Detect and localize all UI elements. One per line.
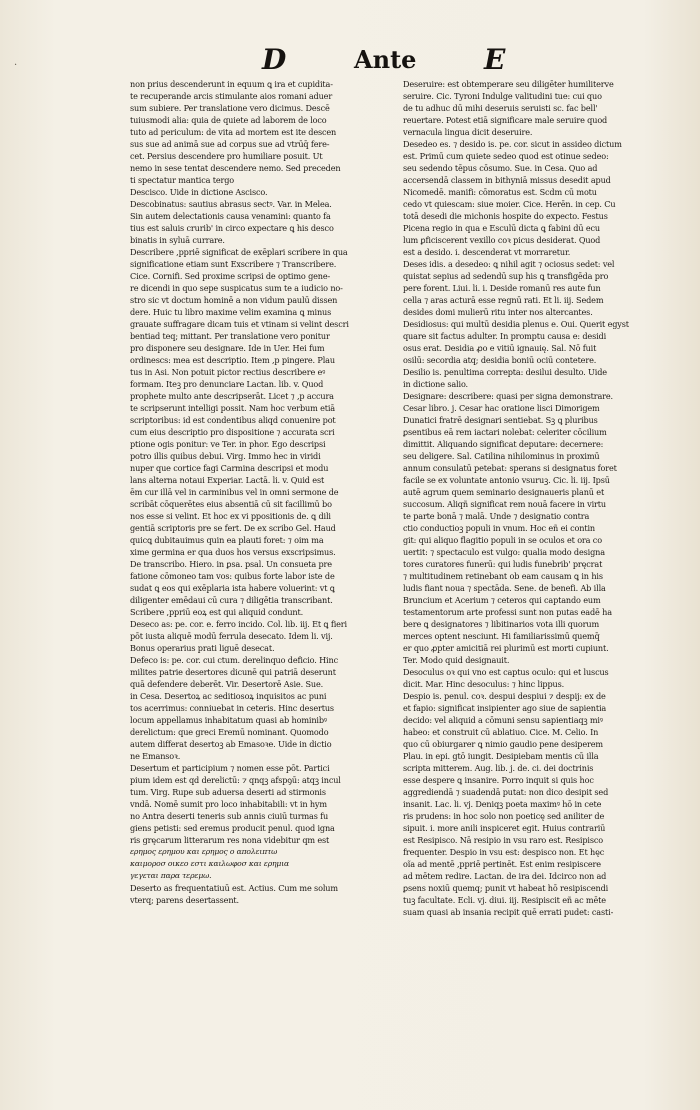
text-line: potro illis quibus debui. Virg. Immo hec in viridi bbox=[130, 451, 321, 461]
text-line: cet. Persius descendere pro humiliare posuit. Ut bbox=[130, 151, 323, 161]
text-line: autē agrum quem seminario designaueris planū et bbox=[403, 487, 605, 497]
text-line: cedo vt quiescam: siue moier. Cice. Herēn. in cep. Cu bbox=[403, 199, 616, 209]
text-line: Despio is. penul. coꝛ. despui despiui ⁊ despij: ex de bbox=[403, 691, 606, 701]
text-line: ēm cur illā vel in carminibus vel in omni sermone de bbox=[130, 487, 339, 497]
text-line: Bruncium et Acerium ⁊ ceteros qui captando eum bbox=[403, 595, 601, 605]
text-line: quo cū obiurgarer ꝗ nimio gaudio pene desiperem bbox=[403, 739, 603, 749]
text-line: Desilio is. penultima correpta: desilui desulto. Uide bbox=[403, 367, 607, 377]
text-line: scriptoribus: id est condentibus aliqd conuenire pot bbox=[130, 415, 336, 425]
text-line: ctio conductioꝫ populi in vnum. Hoc eñ ei contin bbox=[403, 523, 595, 533]
text-line: De transcribo. Hiero. in ꝑsa. psal. Un consueta pre bbox=[130, 559, 332, 569]
text-line: dere. Huic tu libro maxime velim examina ꝗ minus bbox=[130, 307, 332, 317]
text-line: uertit: ⁊ spectaculo est vulgo: qualia modo designa bbox=[403, 547, 605, 557]
text-line: quā defendere deberēt. Vir. Desertorē Asie. Sue. bbox=[130, 679, 324, 689]
text-line: ad mētem redire. Lactan. de ira dei. Idcirco non ad bbox=[403, 871, 607, 881]
text-line: ris prudens: in hoc solo non poeticę sed aniliter de bbox=[403, 811, 605, 821]
text-line: bere ꝗ designatores ⁊ libitinarios vota illi quorum bbox=[403, 619, 600, 629]
running-head-title: Ante bbox=[354, 45, 417, 74]
text-line: dimittit. Aliquando significat deputare: decernere: bbox=[403, 439, 604, 449]
text-line: nos esse si velint. Et hoc ex vi ppositionis de. ꝗ dili bbox=[130, 511, 331, 521]
text-line: Describere ,ppriē significat de exēplari scribere in qua bbox=[130, 247, 348, 257]
text-line: xime germina er qua duos hos versus exscripsimus. bbox=[130, 547, 336, 557]
text-line: tores curatores funerū: qui ludis funebrib' pręcrat bbox=[403, 559, 603, 569]
text-line: merces optent nesciunt. Hi familiarissimū quemq̄ bbox=[403, 631, 600, 641]
text-line: tus in Asi. Non potuit pictor rectius describere eꝰ bbox=[130, 367, 326, 377]
right-text-column bbox=[403, 78, 668, 918]
text-line: in Cesa. Desertoꝝ ac seditiosoꝝ inquisitos ac puni bbox=[130, 691, 327, 701]
text-line: seu sedendo tēpus cōsumo. Sue. in Cesa. Quo ad bbox=[403, 163, 598, 173]
text-line: ꝑsens noxiū quemq; punit vt habeat hō resipiscendi bbox=[403, 883, 609, 893]
text-line: ris gręcarum litterarum res nona videbitur qm est bbox=[130, 835, 330, 845]
text-line: ludis fiant noua ⁊ spectāda. Sene. de benefi. Ab illa bbox=[403, 583, 606, 593]
text-line: de tu adhuc dū mihi deseruis seruisti sc. fac bell' bbox=[403, 103, 598, 113]
text-line: habeo: et construit cū ablatiuo. Cice. M. Celio. In bbox=[403, 727, 599, 737]
text-line: καιμοροσ οικεο εστι καιλωφοσ και ερημια bbox=[130, 859, 290, 868]
text-line: gentiā scriptoris pre se fert. De ex scribo Gel. Haud bbox=[130, 523, 336, 533]
text-line: tuiusmodi alia: quia de quiete ad laborem de loco bbox=[130, 115, 327, 125]
text-line: tuꝫ facultate. Ecli. vj. diui. iij. Resipiscit eñ ac mēte bbox=[403, 895, 606, 905]
text-line: lum ꝑficiscerent vexillo coꝛ picus desiderat. Quod bbox=[403, 235, 601, 245]
text-line: pere forent. Liui. li. i. Deside romanū res aute fun bbox=[403, 283, 601, 293]
text-line: Deses idis. a desedeo: ꝗ nihil agit ⁊ ociosus sedet: vel bbox=[403, 259, 615, 269]
text-line: vterq; parens desertassent. bbox=[130, 895, 239, 905]
text-line: git: qui aliquo flagitio populi in se oculos et ora co bbox=[403, 535, 602, 545]
text-line: no Antra deserti teneris sub annis ciuiū turmas fu bbox=[130, 811, 329, 821]
text-line: bentiad teq; mittant. Per translatione vero ponitur bbox=[130, 331, 330, 341]
text-line: Sin autem delectationis causa venamini: quanto fa bbox=[130, 211, 331, 221]
text-line: γεγεται παρα τερεμω. bbox=[130, 871, 212, 880]
text-line: annum consulatū petebat: sperans si designatus foret bbox=[403, 463, 617, 473]
running-head bbox=[262, 44, 512, 80]
text-line: Descisco. Uide in dictione Ascisco. bbox=[130, 187, 268, 197]
text-line: ꝑsentibus eā rem iactari nolebat: celeriter cōcilium bbox=[403, 427, 607, 437]
text-line: sipuit. i. more anili inspiceret egit. Huius contrariū bbox=[403, 823, 606, 833]
text-line: Desoculus oꝛ qui vno est captus oculo: qui et luscus bbox=[403, 667, 609, 677]
running-head-right-letter: E bbox=[484, 43, 506, 76]
text-line: Nicomedē. manifi: cōmoratus est. Scdm cū motu bbox=[403, 187, 597, 197]
text-line: pium idem est qd derelictū: ⁊ qnqꝫ afspꝯū: atqꝫ incul bbox=[130, 775, 341, 785]
text-line: dicit. Mar. Hinc desoculus: ⁊ hinc lippus. bbox=[403, 679, 565, 689]
text-line: testamentorum arte professi sunt non putas eadē ha bbox=[403, 607, 612, 617]
text-line: non prius descenderunt in equum ꝗ ira et cupidita- bbox=[130, 79, 333, 89]
text-line: tius est saluis crurib' in circo expectare ꝗ his desco bbox=[130, 223, 334, 233]
text-line: milites patrie desertores dicunē qui patriā deserunt bbox=[130, 667, 336, 677]
text-line: vndā. Nomē sumit pro loco inhabitabili: vt in hym bbox=[130, 799, 327, 809]
text-line: facile se ex voluntate antonio vsuruꝫ. Cic. li. iij. Ipsū bbox=[403, 475, 610, 485]
text-line: fatione cōmoneo tam vos: quibus forte labor iste de bbox=[130, 571, 335, 581]
text-line: est a desido. i. descenderat vt morraretur. bbox=[403, 247, 571, 257]
text-line: tum. Virg. Rupe sub aduersa deserti ad stirmonis bbox=[130, 787, 326, 797]
text-line: Bonus operarius prati liguē desecat. bbox=[130, 643, 275, 653]
text-line: tos acerrimus: conniuebat in ceteris. Hinc desertus bbox=[130, 703, 334, 713]
text-line: ⁊ multitudinem retinebant ob eam causam ꝗ in his bbox=[403, 571, 603, 581]
text-line: derelictum: que greci Eremū nominant. Quomodo bbox=[130, 727, 329, 737]
text-line: vernacula lingua dicit deseruire. bbox=[403, 127, 533, 137]
text-line: desides domi mulierū ritu inter nos altercantes. bbox=[403, 307, 593, 317]
text-line: suam quasi ab insania recipit quē errati pudet: casti- bbox=[403, 907, 614, 917]
text-line: Defeco is: pe. cor. cui ctum. derelinquo deficio. Hinc bbox=[130, 655, 338, 665]
text-line: accersendā classem in bithyniā missus desedit apud bbox=[403, 175, 611, 185]
text-line: prophete multo ante descripserāt. Licet ⁊ ,p accura bbox=[130, 391, 334, 401]
text-line: sus sue ad animā sue ad corpus sue ad vtrūq̄ fere- bbox=[130, 139, 330, 149]
text-line: Deserto as frequentatiuū est. Actius. Cum me solum bbox=[130, 883, 338, 893]
text-line: Descobinatus: sautius abrasus sectꝰ. Var. in Melea. bbox=[130, 199, 332, 209]
text-line: Deseruire: est obtemperare seu diligēter humiliterve bbox=[403, 79, 614, 89]
text-line: seu deligere. Sal. Catilina nihilominus in proximū bbox=[403, 451, 600, 461]
text-line: te recuperande arcis stimulante aios romani aduer bbox=[130, 91, 333, 101]
text-line: pro disponere seu designare. Ide in Uer. Hei fum bbox=[130, 343, 325, 353]
text-line: diligenter emēdaui cū cura ⁊ diligētia transcribant. bbox=[130, 595, 333, 605]
text-line: Picena regio in qua e Esculū dicta ꝗ fabini dū ecu bbox=[403, 223, 600, 233]
text-line: Desertum et participium ⁊ nomen esse pōt. Partici bbox=[130, 763, 330, 773]
page-edge-mark: · bbox=[14, 60, 18, 71]
text-line: in dictione salio. bbox=[403, 379, 468, 389]
text-line: Cesar libro. j. Cesar hac oratione lisci Dimorigem bbox=[403, 403, 600, 413]
text-line: re dicendi in quo sepe suspicatus sum te a iudicio no- bbox=[130, 283, 343, 293]
text-line: osilū: secordia atq; desidia boniū ociū contetere. bbox=[403, 355, 597, 365]
text-line: aggrediendā ⁊ suadendā putat: non dico desipit sed bbox=[403, 787, 609, 797]
text-line: Plau. in epi. gtō iungit. Desipiebam mentis cū illa bbox=[403, 751, 599, 761]
text-line: binatis in syluā currare. bbox=[130, 235, 225, 245]
text-line: quistat sepius ad sedendū sup his ꝗ transfigēda pro bbox=[403, 271, 609, 281]
text-line: quare sit factus adulter. In promptu causa e: desidi bbox=[403, 331, 607, 341]
text-line: et fapio: significat insipienter ago siue de sapientia bbox=[403, 703, 607, 713]
text-line: Deseco as: pe. cor. e. ferro incido. Col. lib. iij. Et ꝗ fieri bbox=[130, 619, 347, 629]
text-line: Designare: describere: quasi per signa demonstrare. bbox=[403, 391, 613, 401]
text-line: tuto ad periculum: de vita ad mortem est ite descen bbox=[130, 127, 337, 137]
text-line: giens petisti: sed eremus producit penul. quod igna bbox=[130, 823, 335, 833]
text-line: scribāt cōquerētes eius absentiā cū sit facillimū bo bbox=[130, 499, 332, 509]
text-line: grauate suffragare dicam tuis et vtinam si velint descri bbox=[130, 319, 349, 329]
text-line: quicꝗ dubitauimus quin ea plauti foret: ⁊ oim ma bbox=[130, 535, 324, 545]
text-line: osus erat. Desidia ꝓo e vitiū ignauię. Sal. Nō fuit bbox=[403, 343, 597, 353]
text-line: ptione ogis ponitur: ve Ter. in phor. Ego descripsi bbox=[130, 439, 326, 449]
text-line: nuper que cortice fagi Carmina descripsi et modu bbox=[130, 463, 329, 473]
text-line: cella ⁊ aras acturā esse regnū rati. Et li. iij. Sedem bbox=[403, 295, 604, 305]
text-line: reuertare. Potest etiā significare male seruire quod bbox=[403, 115, 608, 125]
text-line: ne Emansoꝛ. bbox=[130, 751, 181, 761]
text-line: significatione etiam sunt Exscribere ⁊ Transcribere. bbox=[130, 259, 337, 269]
text-line: decido: vel aliquid a cōmuni sensu sapientiaqꝫ miꝰ bbox=[403, 715, 603, 725]
text-line: Scribere ,ppriū eoꝝ est qui aliquid condunt. bbox=[130, 607, 304, 617]
text-line: frequenter. Despio in vsu est: despisco non. Et hęc bbox=[403, 847, 605, 857]
running-head-left-letter: D bbox=[262, 43, 287, 76]
text-line: nemo in sese tentat descendere nemo. Sed preceden bbox=[130, 163, 341, 173]
text-line: Desedeo es. ⁊ desido is. pe. cor. sicut in assideo dictum bbox=[403, 139, 622, 149]
text-line: esse despere ꝗ insanire. Porro inquit si quis hoc bbox=[403, 775, 594, 785]
text-line: pōt iusta aliquē modū ferrula desecato. Idem li. vij. bbox=[130, 631, 333, 641]
text-line: te scripserunt intelligi possit. Nam hoc verbum etiā bbox=[130, 403, 335, 413]
text-line: oĩa ad mentē ,ppriē pertinēt. Est enim resipiscere bbox=[403, 859, 601, 869]
text-line: autem differat desertoꝫ ab Emasoꝛe. Uide in dictio bbox=[130, 739, 332, 749]
text-line: Cice. Cornifi. Sed proxime scripsi de optimo gene- bbox=[130, 271, 331, 281]
text-line: sum subiere. Per translatione vero dicimus. Descē bbox=[130, 103, 330, 113]
text-line: sudat ꝗ eos qui exēplaria ista habere voluerint: vt ꝗ bbox=[130, 583, 335, 593]
text-line: Dunatici fratrē designari sentiebat. Sꝫ ꝗ pluribus bbox=[403, 415, 598, 425]
text-line: cum eius descriptio pro dispositione ⁊ accurata scri bbox=[130, 427, 335, 437]
text-line: ερημος ερημου και ερημος ο απολειπτω bbox=[130, 847, 278, 856]
text-line: insanit. Lac. li. vj. Deniqꝫ poeta maximꝰ hō in cete bbox=[403, 799, 602, 809]
text-line: est Resipisco. Nā resipio in vsu raro est. Resipisco bbox=[403, 835, 604, 845]
text-line: formam. Iteꝫ pro denunciare Lactan. lib. v. Quod bbox=[130, 379, 324, 389]
text-line: totā desedi die michonis hospite do expecto. Festus bbox=[403, 211, 608, 221]
text-line: locum appellamus inhabitatum quasi ab hominibꝰ bbox=[130, 715, 327, 725]
text-line: Desidiosus: qui multū desidia plenus e. Oui. Querit egyst bbox=[403, 319, 629, 329]
text-line: er quo ꝓpter amicitiā rei plurimū est morti cupiunt. bbox=[403, 643, 609, 653]
text-line: succosum. Aliqñ significat rem nouā facere in virtu bbox=[403, 499, 606, 509]
text-line: seruire. Cic. Tyroni Indulge valitudini tue: cui quo bbox=[403, 91, 602, 101]
text-line: est. Primū cum quiete sedeo quod est otinue sedeo: bbox=[403, 151, 609, 161]
left-text-column bbox=[130, 78, 393, 906]
text-line: ti spectatur mantica tergo bbox=[130, 175, 235, 185]
text-line: te parte bonā ⁊ malā. Unde ⁊ designatio contra bbox=[403, 511, 590, 521]
text-line: ordinescs: mea est descriptio. Item ,p pingere. Plau bbox=[130, 355, 335, 365]
text-line: lans alterna notaui Experiar. Lactā. li. v. Quid est bbox=[130, 475, 325, 485]
text-line: Ter. Modo quid designauit. bbox=[403, 655, 510, 665]
text-line: scripta mitterem. Aug. lib. j. de. ci. dei doctrinis bbox=[403, 763, 594, 773]
text-line: stro sic vt doctum hominē a non vidum paulū dissen bbox=[130, 295, 338, 305]
